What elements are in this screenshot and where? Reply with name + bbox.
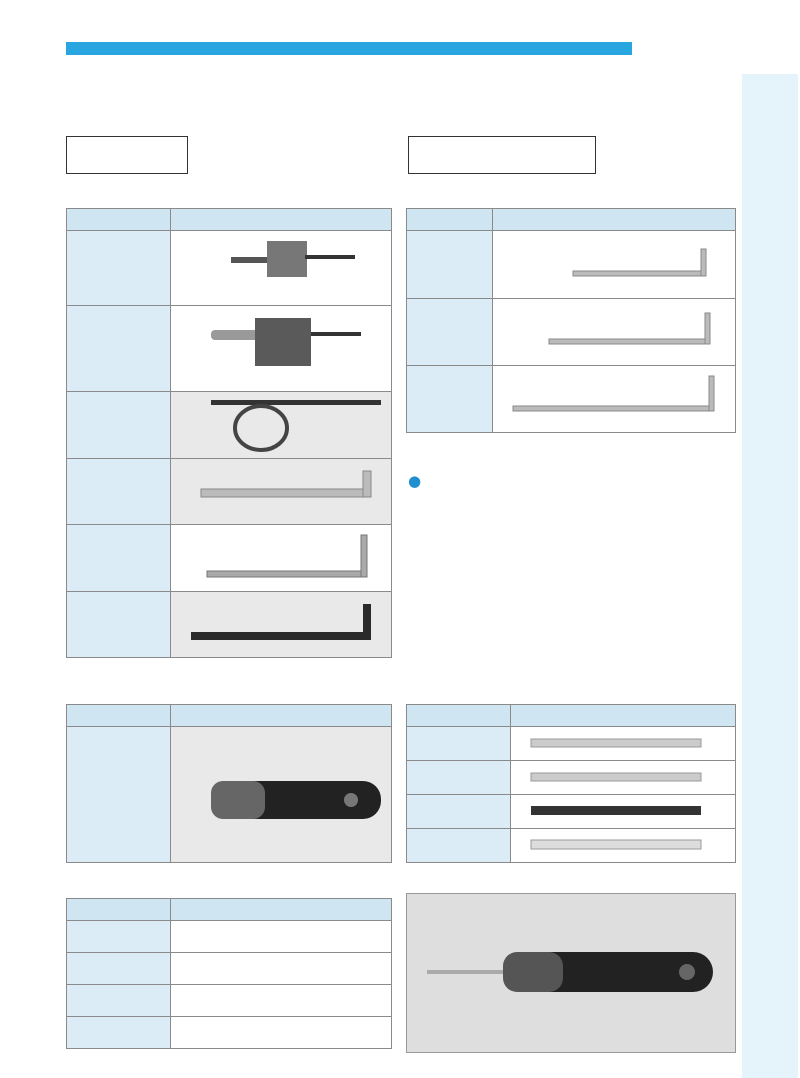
table-row bbox=[67, 985, 392, 1017]
table-row bbox=[407, 366, 736, 433]
table-row bbox=[67, 1017, 392, 1049]
table-row bbox=[407, 761, 736, 795]
wrench-image bbox=[493, 299, 736, 366]
table-row bbox=[67, 921, 392, 953]
optional-parts-label bbox=[408, 136, 596, 174]
screwdriver-photo bbox=[406, 893, 736, 1053]
col-model bbox=[67, 209, 171, 231]
wrench-image bbox=[171, 459, 392, 525]
standard-parts-label bbox=[66, 136, 188, 174]
optional-parts-table bbox=[406, 208, 736, 433]
wrench-image bbox=[171, 231, 392, 306]
col-shape bbox=[493, 209, 736, 231]
table-row bbox=[67, 231, 392, 306]
sidebar-background bbox=[742, 74, 798, 1078]
wrench-image bbox=[493, 366, 736, 433]
wrench-image bbox=[171, 392, 392, 459]
table-row bbox=[67, 953, 392, 985]
table-row bbox=[67, 592, 392, 658]
header-accent-bar bbox=[66, 42, 632, 55]
wrench-image bbox=[171, 306, 392, 392]
table-row bbox=[67, 459, 392, 525]
table-row bbox=[67, 727, 392, 863]
table-row bbox=[407, 299, 736, 366]
table-row bbox=[67, 306, 392, 392]
wrench-image bbox=[171, 525, 392, 592]
table-row bbox=[407, 231, 736, 299]
standard-parts-table bbox=[66, 208, 392, 658]
table-row bbox=[67, 392, 392, 459]
wrench-image bbox=[493, 231, 736, 299]
handle-table bbox=[66, 704, 392, 863]
wrench-image bbox=[171, 592, 392, 658]
table-row bbox=[407, 795, 736, 829]
combo-table bbox=[66, 898, 392, 1049]
reco-note: ● bbox=[408, 472, 422, 490]
table-row bbox=[407, 829, 736, 863]
col-shape bbox=[171, 209, 392, 231]
col-model bbox=[407, 209, 493, 231]
table-row bbox=[407, 727, 736, 761]
table-row bbox=[67, 525, 392, 592]
heads-table bbox=[406, 704, 736, 863]
handle-image bbox=[171, 727, 392, 863]
